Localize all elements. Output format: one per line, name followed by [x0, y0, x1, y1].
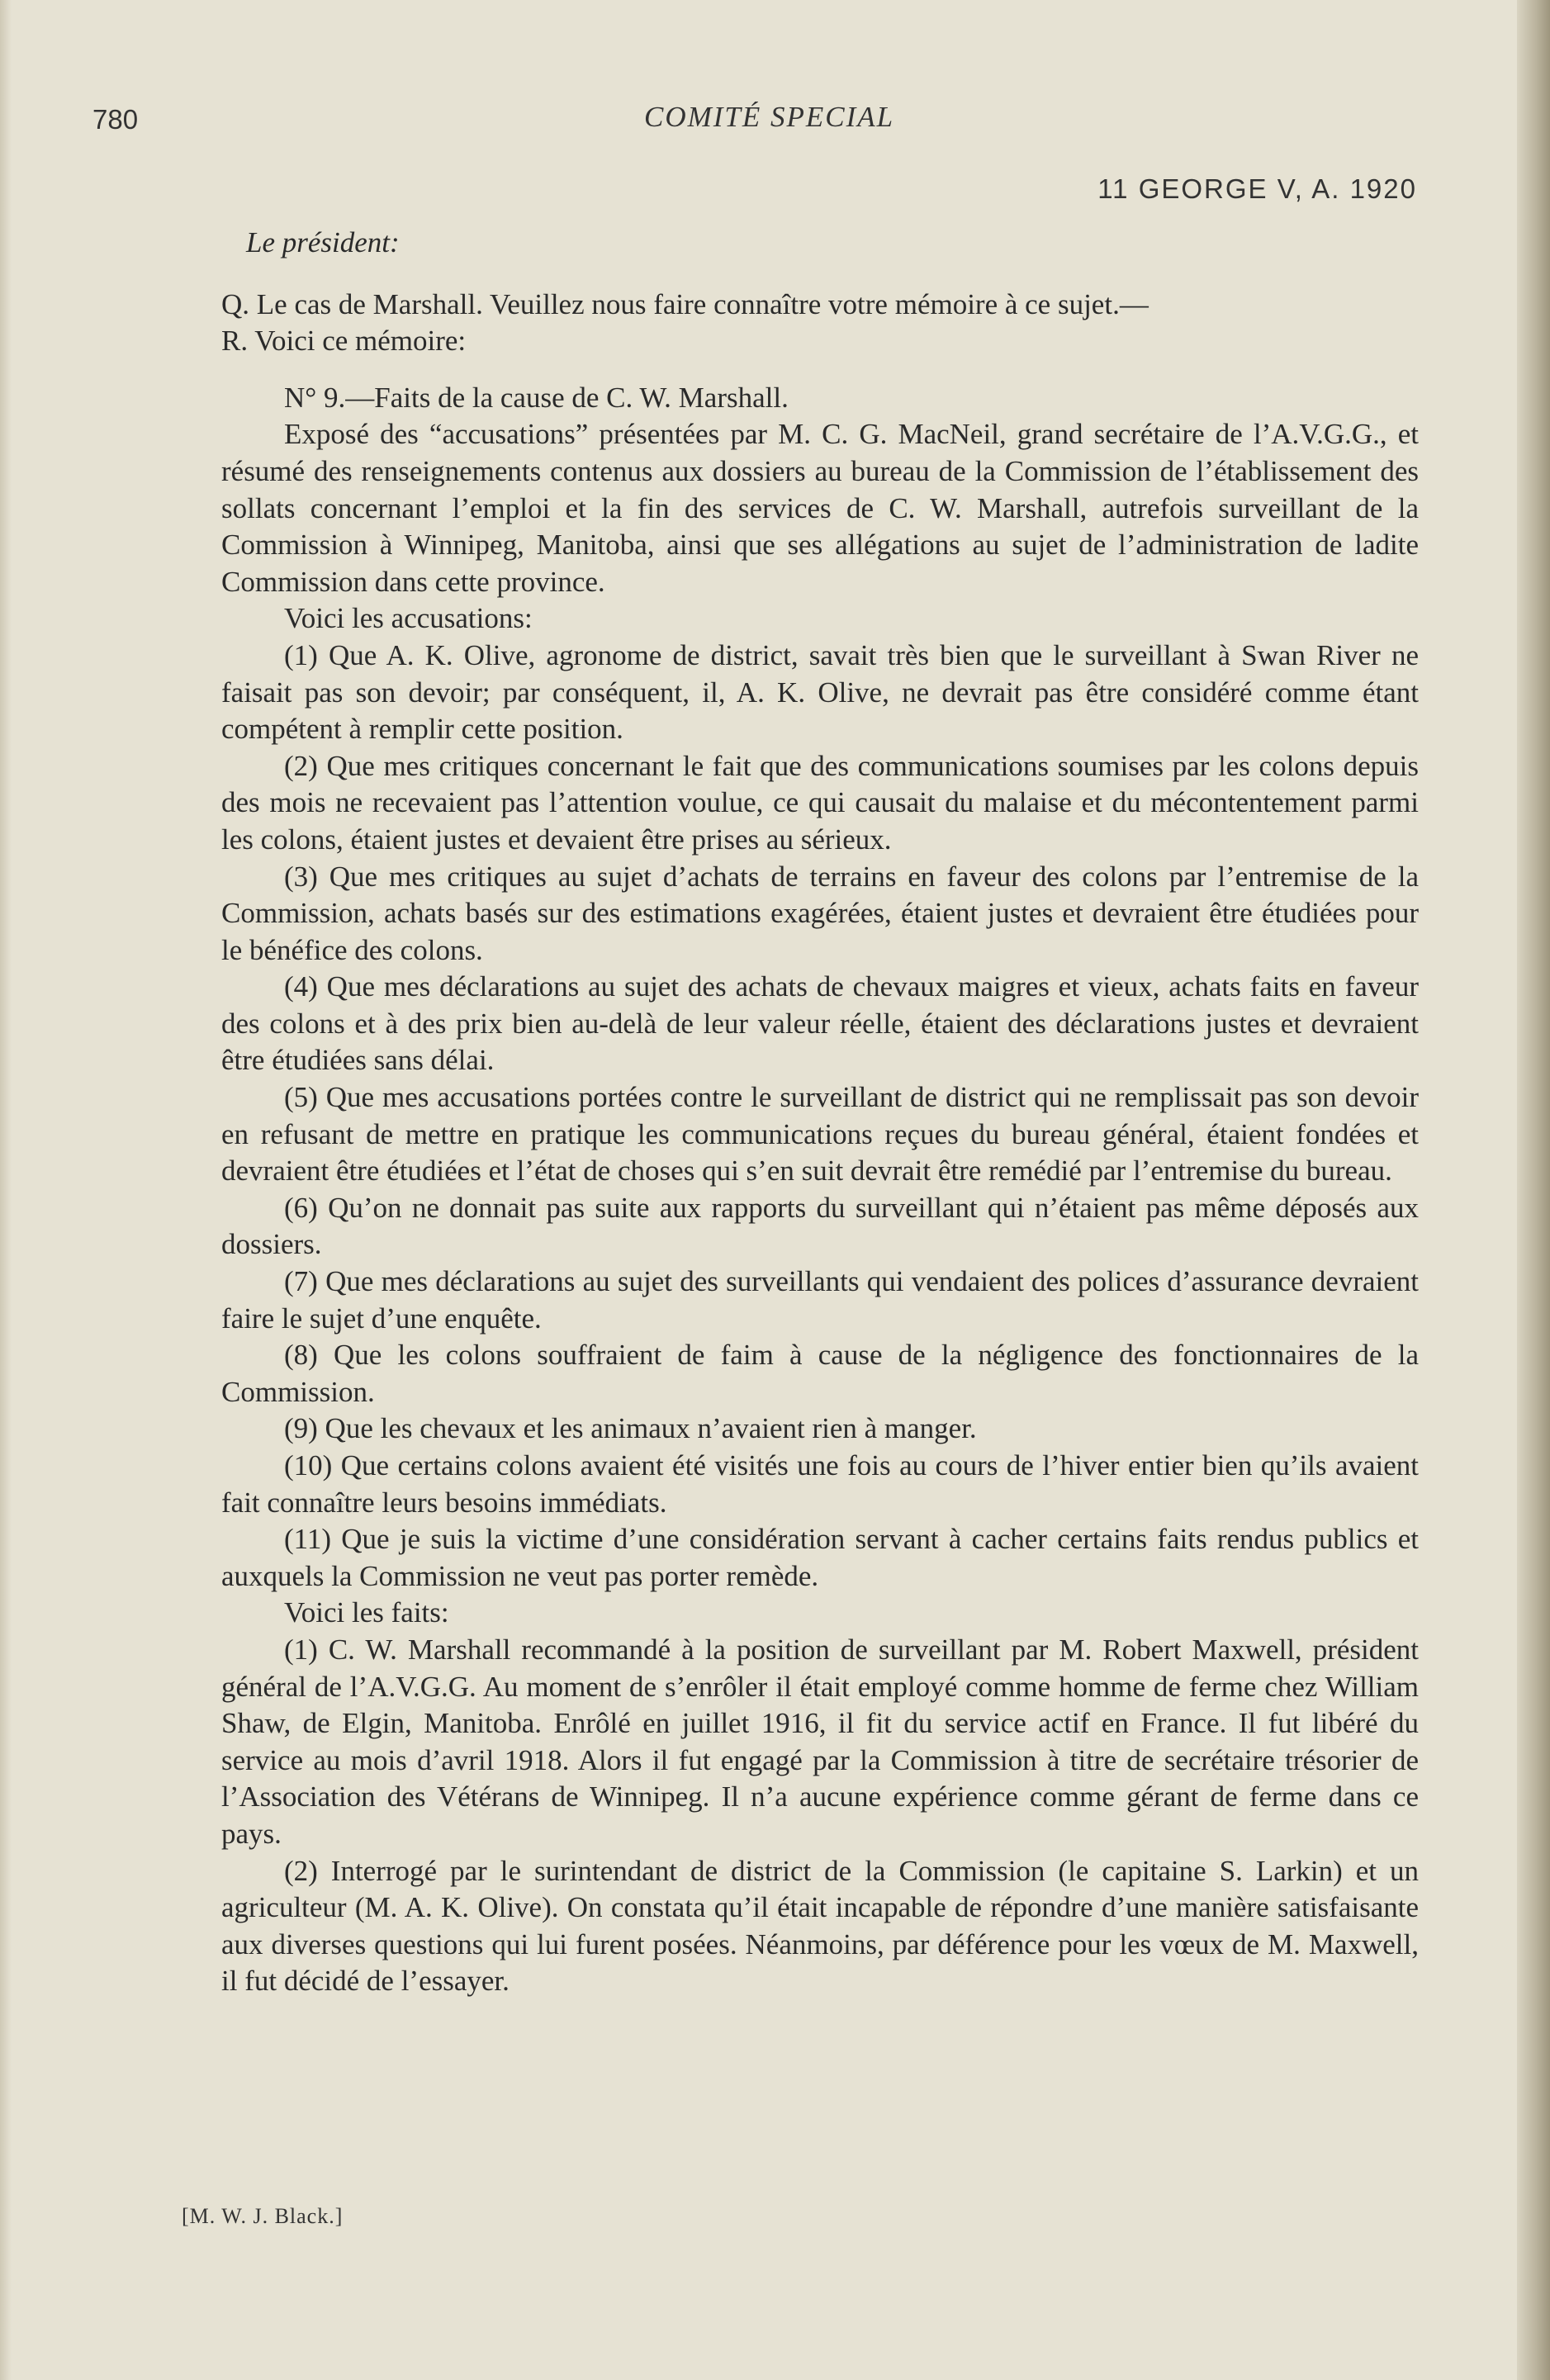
- accusation-item: (11) Que je suis la victime d’une considération servant à cacher certains faits rendus publics et auxquels la Commission ne veut pas porter remède.: [221, 1523, 1419, 1592]
- accusation-item: (5) Que mes accusations portées contre le surveillant de district qui ne remplissait pas son devoir en refusant de mettre en pratique les communications reçues du bureau général, étaient fondées et devraient être étudiées et l’état de choses qui s’en suit devrait être remédié par l’entremise du bureau.: [221, 1081, 1419, 1188]
- accusations-intro: Voici les accusations:: [284, 602, 533, 635]
- facts-intro: Voici les faits:: [284, 1596, 449, 1629]
- accusation-item: (7) Que mes déclarations au sujet des surveillants qui vendaient des polices d’assurance devraient faire le sujet d’une enquête.: [221, 1265, 1419, 1335]
- accusation-item: (3) Que mes critiques au sujet d’achats de terrains en faveur des colons par l’entremise de la Commission, achats basés sur des estimations exagérées, étaient justes et devraient être étudiées pour le bénéfice des colons.: [221, 860, 1419, 966]
- accusation-item: (6) Qu’on ne donnait pas suite aux rapports du surveillant qui n’étaient pas même déposés aux dossiers.: [221, 1191, 1419, 1261]
- fact-item: (2) Interrogé par le surintendant de district de la Commission (le capitaine S. Larkin) et un agriculteur (M. A. K. Olive). On constata qu’il était incapable de répondre d’une manière satisfaisante aux diverses questions qui lui furent posées. Néanmoins, par déférence pour les vœux de M. Maxwell, il fut décidé de l’essayer.: [221, 1854, 1419, 1998]
- session-line: 11 GEORGE V, A. 1920: [1097, 173, 1417, 204]
- footer-signature: [M. W. J. Black.]: [182, 2204, 344, 2228]
- answer: R. Voici ce mémoire:: [221, 325, 467, 358]
- summary-paragraph: Exposé des “accusations” présentées par M. C. G. MacNeil, grand secrétaire de l’A.V.G.G., et résumé des renseignements contenus aux dossiers au bureau de la Commission de l’établissement des sollats concernant l’emploi et la fin des services de C. W. Marshall, autrefois surveillant de la Commission à Winnipeg, Manitoba, ainsi que ses allégations au sujet de l’administration de ladite Commission dans cette province.: [221, 418, 1419, 598]
- running-title: COMITÉ SPECIAL: [644, 101, 895, 133]
- accusation-item: (1) Que A. K. Olive, agronome de district, savait très bien que le surveillant à Swan River ne faisait pas son devoir; par conséquent, il, A. K. Olive, ne devrait pas être considéré comme étant compétent à remplir cette position.: [221, 638, 1419, 746]
- body-text: [221, 225, 1419, 2000]
- accusation-item: (8) Que les colons souffraient de faim à cause de la négligence des fonctionnaires de la Commission.: [221, 1339, 1419, 1408]
- question: Q. Le cas de Marshall. Veuillez nous faire connaître votre mémoire à ce sujet.—: [221, 287, 1149, 320]
- page-edge-left: [0, 0, 12, 2380]
- page-edge-right: [1517, 0, 1550, 2380]
- fact-item: (1) C. W. Marshall recommandé à la position de surveillant par M. Robert Maxwell, président général de l’A.V.G.G. Au moment de s’enrôler il était employé comme homme de ferme chez William Shaw, de Elgin, Manitoba. Enrôlé en juillet 1916, il fit du service actif en France. Il fut libéré du service au mois d’avril 1918. Alors il fut engagé par la Commission à titre de secrétaire trésorier de l’Association des Vétérans de Winnipeg. Il n’a aucune expérience comme gérant de ferme dans ce pays.: [221, 1633, 1419, 1850]
- speaker-label: Le président:: [246, 226, 400, 258]
- accusation-item: (10) Que certains colons avaient été visités une fois au cours de l’hiver entier bien qu’ils avaient fait connaître leurs besoins immédiats.: [221, 1449, 1419, 1519]
- accusation-item: (2) Que mes critiques concernant le fait que des communications soumises par les colons depuis des mois ne recevaient pas l’attention voulue, ce qui causait du malaise et du mécontentement parmi les colons, étaient justes et devaient être prises au sérieux.: [221, 749, 1419, 856]
- accusation-item: (4) Que mes déclarations au sujet des achats de chevaux maigres et vieux, achats faits en faveur des colons et à des prix bien au-delà de leur valeur réelle, étaient des déclarations justes et devraient être étudiées sans délai.: [221, 970, 1419, 1077]
- page-number: 780: [92, 104, 139, 135]
- document-title: N° 9.—Faits de la cause de C. W. Marshall.: [284, 381, 789, 414]
- accusation-item: (9) Que les chevaux et les animaux n’avaient rien à manger.: [284, 1412, 977, 1445]
